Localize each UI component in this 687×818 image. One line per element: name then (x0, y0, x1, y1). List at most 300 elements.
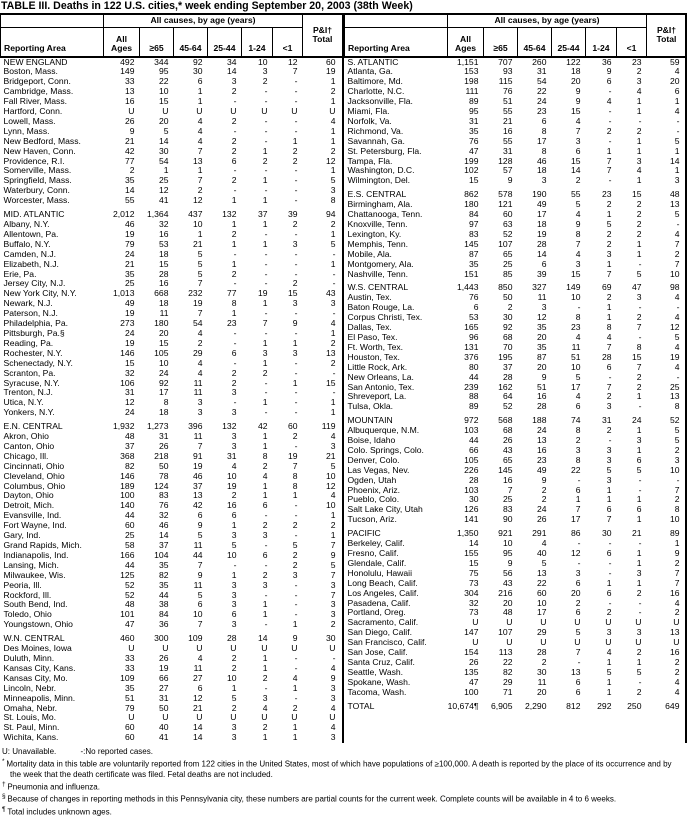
value-cell: - (294, 269, 298, 279)
city-row (1, 309, 343, 319)
city-row (1, 521, 343, 531)
value-cell: - (264, 97, 268, 107)
value-cell: 31 (502, 146, 513, 156)
city-row (1, 319, 343, 329)
age-25-44-header: 25-44 (552, 28, 586, 57)
value-cell: 4 (292, 673, 298, 683)
city-row (1, 591, 343, 601)
value-cell: - (294, 501, 298, 511)
value-cell: 2 (262, 77, 268, 87)
reporting-area-cell: Memphis, Tenn. (347, 239, 409, 249)
footnote-item (2, 792, 682, 805)
value-cell: 1 (262, 663, 268, 673)
city-row (345, 589, 687, 599)
reporting-area-cell: Albany, N.Y. (3, 220, 50, 229)
value-cell: 100 (120, 491, 135, 501)
value-cell: 5 (636, 269, 642, 279)
value-cell: 47 (631, 283, 642, 293)
reporting-area-cell: Albuquerque, N.M. (347, 426, 420, 436)
value-cell: 3 (606, 402, 612, 412)
value-cell: 3 (330, 610, 336, 620)
value-cell: U (605, 618, 612, 628)
value-cell: 1 (262, 146, 268, 156)
reporting-area-cell: Pasadena, Calif. (347, 598, 411, 608)
value-cell: 10 (192, 220, 203, 229)
value-cell: 4 (674, 687, 680, 697)
value-cell: 1 (231, 196, 237, 206)
reporting-area-cell: Colo. Springs, Colo. (347, 445, 424, 455)
value-cell: 2 (575, 436, 581, 446)
value-cell: 52 (502, 229, 513, 239)
value-cell: 38 (158, 600, 169, 610)
value-cell: 115 (498, 77, 513, 87)
value-cell: 3 (197, 398, 203, 408)
value-cell: 3 (231, 620, 237, 630)
city-row (1, 398, 343, 408)
reporting-area-cell: Tacoma, Wash. (347, 687, 407, 697)
value-cell: 21 (124, 259, 135, 269)
value-cell: 14 (536, 249, 547, 259)
value-cell: 14 (192, 723, 203, 733)
value-cell: 972 (464, 416, 479, 426)
value-cell: 14 (257, 634, 268, 644)
value-cell: 2 (231, 87, 237, 97)
value-cell: - (233, 186, 237, 196)
value-cell: 5 (674, 332, 680, 342)
value-cell: 9 (575, 220, 581, 229)
value-cell: 68 (502, 332, 513, 342)
value-cell: 1 (606, 578, 612, 588)
city-row (1, 571, 343, 581)
value-cell: 1 (636, 107, 642, 117)
value-cell: 24 (124, 328, 135, 338)
value-cell: 13 (669, 200, 680, 210)
value-cell: - (577, 303, 581, 313)
value-cell: U (128, 644, 135, 654)
value-cell: 6 (262, 550, 268, 560)
city-row (1, 462, 343, 472)
value-cell: 149 (120, 67, 135, 77)
left-table-body (1, 57, 343, 744)
value-cell: 2 (507, 303, 513, 313)
value-cell: 23 (536, 455, 547, 465)
value-cell: 14 (226, 67, 237, 77)
value-cell: 31 (124, 388, 135, 398)
value-cell: 7 (292, 67, 298, 77)
value-cell: - (233, 166, 237, 176)
value-cell: 83 (468, 229, 479, 239)
value-cell: 1 (292, 620, 298, 630)
right-table-header (345, 15, 687, 57)
value-cell: 3 (231, 432, 237, 442)
value-cell: 13 (536, 568, 547, 578)
value-cell: 2 (292, 432, 298, 442)
value-cell: 30 (325, 634, 336, 644)
reporting-area-cell: Lansing, Mich. (3, 560, 59, 570)
value-cell: 7 (197, 560, 203, 570)
value-cell: 30 (536, 667, 547, 677)
value-cell: 1 (262, 653, 268, 663)
value-cell: 27 (158, 683, 169, 693)
value-cell: - (233, 97, 237, 107)
value-cell: 9 (507, 558, 513, 568)
value-cell: 2 (674, 558, 680, 568)
value-cell: 3 (330, 733, 336, 743)
value-cell: - (608, 136, 612, 146)
city-row (345, 678, 687, 688)
city-row (1, 117, 343, 127)
value-cell: 1 (636, 549, 642, 558)
value-cell: 20 (570, 77, 581, 87)
value-cell: 19 (325, 67, 336, 77)
age-65plus-header: ≥65 (140, 28, 174, 57)
reporting-area-cell: Duluth, Minn. (3, 653, 55, 663)
value-cell: - (264, 126, 268, 136)
value-cell: - (638, 485, 642, 495)
value-cell: 166 (120, 550, 135, 560)
value-cell: 39 (536, 269, 547, 279)
value-cell: 69 (601, 283, 612, 293)
value-cell: - (608, 116, 612, 126)
value-cell: 2 (231, 491, 237, 501)
city-row (1, 97, 343, 107)
value-cell: 6 (606, 362, 612, 372)
value-cell: 92 (192, 56, 203, 67)
reporting-area-cell: Dayton, Ohio (3, 491, 54, 501)
city-row (345, 436, 687, 446)
value-cell: 14 (124, 186, 135, 196)
city-row (1, 260, 343, 270)
reporting-area-cell: Gary, Ind. (3, 531, 41, 541)
value-cell: 7 (197, 146, 203, 156)
value-cell: 2 (292, 550, 298, 560)
reporting-area-cell: Philadelphia, Pa. (3, 319, 68, 329)
reporting-area-cell: Yonkers, N.Y. (3, 408, 55, 418)
value-cell: 2 (575, 598, 581, 608)
footnote-marker: † (2, 780, 8, 788)
city-row (1, 684, 343, 694)
value-cell: 46 (192, 471, 203, 481)
value-cell: - (577, 657, 581, 667)
value-cell: 9 (575, 87, 581, 97)
city-row (345, 353, 687, 363)
value-cell: 668 (154, 289, 169, 299)
reporting-area-header: Reporting Area (1, 28, 104, 57)
city-row (345, 166, 687, 176)
value-cell: 151 (464, 269, 479, 279)
table-left-half (0, 14, 342, 743)
value-cell: 24 (631, 416, 642, 426)
value-cell: U (196, 713, 203, 723)
value-cell: 3 (330, 580, 336, 590)
reporting-area-cell: Tampa, Fla. (347, 156, 393, 166)
value-cell: 4 (636, 166, 642, 176)
value-cell: 7 (575, 505, 581, 515)
value-cell: 2 (541, 485, 547, 495)
value-cell: 162 (498, 382, 513, 392)
value-cell: 18 (158, 408, 169, 418)
value-cell: 10 (570, 293, 581, 303)
value-cell: 16 (502, 126, 513, 136)
value-cell: 5 (197, 590, 203, 600)
value-cell: 146 (120, 471, 135, 481)
city-row (1, 240, 343, 250)
value-cell: 5 (330, 560, 336, 570)
value-cell: - (233, 126, 237, 136)
value-cell: 218 (154, 451, 169, 461)
age-65plus-header: ≥65 (484, 28, 518, 57)
value-cell: 77 (226, 289, 237, 299)
value-cell: 34 (226, 56, 237, 67)
value-cell: 15 (570, 156, 581, 166)
value-cell: - (294, 116, 298, 126)
value-cell: 1 (262, 432, 268, 442)
value-cell: 21 (502, 116, 513, 126)
value-cell: 107 (498, 628, 513, 638)
value-cell: 2 (606, 426, 612, 436)
column-header-row (1, 28, 343, 57)
value-cell: 42 (192, 501, 203, 511)
value-cell: 106 (120, 378, 135, 388)
value-cell: 20 (158, 116, 169, 126)
value-cell: 7 (197, 309, 203, 319)
value-cell: 3 (636, 568, 642, 578)
value-cell: 8 (606, 323, 612, 333)
value-cell: 1 (292, 136, 298, 146)
footnote-text: Total includes unknown ages. (7, 807, 112, 817)
value-cell: 42 (124, 146, 135, 156)
age-1-24-header: 1-24 (586, 28, 617, 57)
value-cell: 17 (536, 608, 547, 618)
value-cell: 5 (606, 465, 612, 475)
age-group-header: All causes, by age (years) (104, 15, 303, 28)
value-cell: 2 (636, 372, 642, 382)
group-header-row (345, 15, 687, 28)
value-cell: 3 (575, 568, 581, 578)
region-row (345, 702, 687, 712)
value-cell: 37 (124, 441, 135, 451)
city-row (345, 343, 687, 353)
value-cell: 125 (120, 570, 135, 580)
value-cell: 3 (231, 723, 237, 733)
value-cell: 1 (606, 146, 612, 156)
city-row (1, 541, 343, 551)
city-row (345, 97, 687, 107)
reporting-area-cell: Atlanta, Ga. (347, 67, 393, 77)
city-row (1, 491, 343, 501)
value-cell: 3 (606, 628, 612, 638)
value-cell: 6 (636, 505, 642, 515)
value-cell: 52 (124, 590, 135, 600)
value-cell: - (332, 368, 336, 378)
value-cell: 5 (606, 667, 612, 677)
age-under1-header: <1 (273, 28, 303, 57)
value-cell: 3 (231, 733, 237, 743)
reporting-area-header: Reporting Area (345, 28, 448, 57)
value-cell: - (294, 398, 298, 408)
value-cell: 24 (124, 408, 135, 418)
value-cell: 16 (502, 475, 513, 485)
value-cell: 2 (674, 657, 680, 667)
value-cell: - (332, 653, 336, 663)
reporting-area-cell: Las Vegas, Nev. (347, 465, 410, 475)
value-cell: 2 (636, 687, 642, 697)
value-cell: 2 (292, 156, 298, 166)
reporting-area-cell: San Francisco, Calif. (347, 638, 427, 648)
value-cell: - (638, 677, 642, 687)
value-cell: 2 (674, 667, 680, 677)
value-cell: 4 (636, 87, 642, 97)
value-cell: 126 (464, 505, 479, 515)
value-cell: 1,932 (112, 422, 135, 432)
reporting-area-cell: Waterbury, Conn. (3, 186, 70, 196)
value-cell: 2,290 (524, 701, 547, 711)
value-cell: 4 (575, 210, 581, 220)
reporting-area-cell: San Jose, Calif. (347, 648, 408, 658)
value-cell: 9 (330, 550, 336, 560)
value-cell: U (540, 638, 547, 648)
value-cell: - (638, 598, 642, 608)
value-cell: - (264, 166, 268, 176)
city-row (1, 733, 343, 743)
value-cell: 6 (674, 87, 680, 97)
value-cell: 2 (606, 293, 612, 303)
value-cell: - (264, 378, 268, 388)
value-cell: U (196, 107, 203, 117)
value-cell: 4 (674, 107, 680, 117)
age-45-64-header: 45-64 (518, 28, 552, 57)
value-cell: 16 (158, 229, 169, 239)
city-row (1, 329, 343, 339)
city-row (345, 569, 687, 579)
reporting-area-cell: Paterson, N.J. (3, 309, 58, 319)
value-cell: 4 (674, 229, 680, 239)
value-cell: 1 (163, 166, 169, 176)
city-row (1, 388, 343, 398)
value-cell: 51 (536, 382, 547, 392)
value-cell: 7 (606, 515, 612, 525)
value-cell: 55 (502, 107, 513, 117)
value-cell: 2 (674, 445, 680, 455)
reporting-area-cell: Portland, Oreg. (347, 608, 406, 618)
city-row (1, 137, 343, 147)
value-cell: 1 (231, 683, 237, 693)
value-cell: 3 (231, 77, 237, 87)
value-cell: - (264, 136, 268, 146)
value-cell: 30 (601, 529, 612, 539)
value-cell: 8 (292, 481, 298, 491)
value-cell: 12 (158, 186, 169, 196)
value-cell: 13 (669, 392, 680, 402)
value-cell: 23 (601, 190, 612, 200)
value-cell: 25 (502, 259, 513, 269)
value-cell: 4 (541, 539, 547, 549)
value-cell: 9 (674, 549, 680, 558)
reporting-area-cell: San Antonio, Tex. (347, 382, 415, 392)
reporting-area-cell: St. Petersburg, Fla. (347, 146, 422, 156)
value-cell: 3 (674, 455, 680, 465)
value-cell: 53 (468, 313, 479, 323)
value-cell: 86 (570, 529, 581, 539)
value-cell: 1 (636, 146, 642, 156)
city-row (345, 176, 687, 186)
city-row (345, 107, 687, 117)
value-cell: 11 (537, 677, 547, 687)
value-cell: 6 (197, 77, 203, 87)
value-cell: 2 (606, 392, 612, 402)
value-cell: 47 (468, 146, 479, 156)
value-cell: 578 (498, 190, 513, 200)
value-cell: 35 (124, 269, 135, 279)
value-cell: 22 (502, 657, 513, 667)
reporting-area-cell: Peoria, Ill. (3, 580, 42, 590)
reporting-area-cell: Elizabeth, N.J. (3, 259, 59, 269)
city-row (1, 299, 343, 309)
value-cell: 104 (154, 550, 169, 560)
value-cell: 8 (575, 229, 581, 239)
city-row (345, 628, 687, 638)
value-cell: 6 (262, 501, 268, 511)
value-cell: 10 (669, 515, 680, 525)
value-cell: 48 (124, 600, 135, 610)
reporting-area-cell: Jacksonville, Fla. (347, 97, 413, 107)
value-cell: 4 (197, 126, 203, 136)
value-cell: 7 (606, 382, 612, 392)
value-cell: 2 (330, 87, 336, 97)
value-cell: 153 (464, 67, 479, 77)
value-cell: 93 (502, 67, 513, 77)
value-cell: 1 (330, 328, 336, 338)
reporting-area-cell: Austin, Tex. (347, 293, 392, 303)
value-cell: 291 (532, 529, 547, 539)
reporting-area-cell: Long Beach, Calif. (347, 578, 418, 588)
reporting-area-cell: Boise, Idaho (347, 436, 396, 446)
value-cell: 50 (158, 703, 169, 713)
value-cell: 10 (158, 87, 169, 97)
value-cell: 2 (231, 176, 237, 186)
reporting-area-cell: Mobile, Ala. (347, 249, 392, 259)
value-cell: 812 (566, 701, 581, 711)
value-cell: 1 (606, 259, 612, 269)
value-cell: 2 (606, 200, 612, 210)
value-cell: 22 (570, 465, 581, 475)
value-cell: 1 (262, 239, 268, 249)
reporting-area-cell: Rochester, N.Y. (3, 348, 63, 358)
value-cell: 5 (674, 426, 680, 436)
value-cell: 1 (262, 338, 268, 348)
reporting-area-cell: Honolulu, Hawaii (347, 568, 412, 578)
value-cell: 31 (536, 67, 547, 77)
value-cell: 109 (120, 673, 135, 683)
value-cell: 1 (606, 303, 612, 313)
value-cell: 44 (124, 511, 135, 521)
value-cell: 1 (606, 495, 612, 505)
city-row (345, 515, 687, 525)
value-cell: 76 (158, 501, 169, 511)
value-cell: - (264, 269, 268, 279)
value-cell: 65 (502, 455, 513, 465)
value-cell: 15 (158, 338, 169, 348)
value-cell: 18 (536, 220, 547, 229)
value-cell: 37 (502, 362, 513, 372)
reporting-area-cell: S. ATLANTIC (347, 56, 399, 67)
value-cell: 35 (536, 342, 547, 352)
city-row (345, 476, 687, 486)
value-cell: 2 (606, 239, 612, 249)
city-row (1, 551, 343, 561)
reporting-area-cell: Youngstown, Ohio (3, 620, 73, 630)
value-cell: 145 (464, 239, 479, 249)
